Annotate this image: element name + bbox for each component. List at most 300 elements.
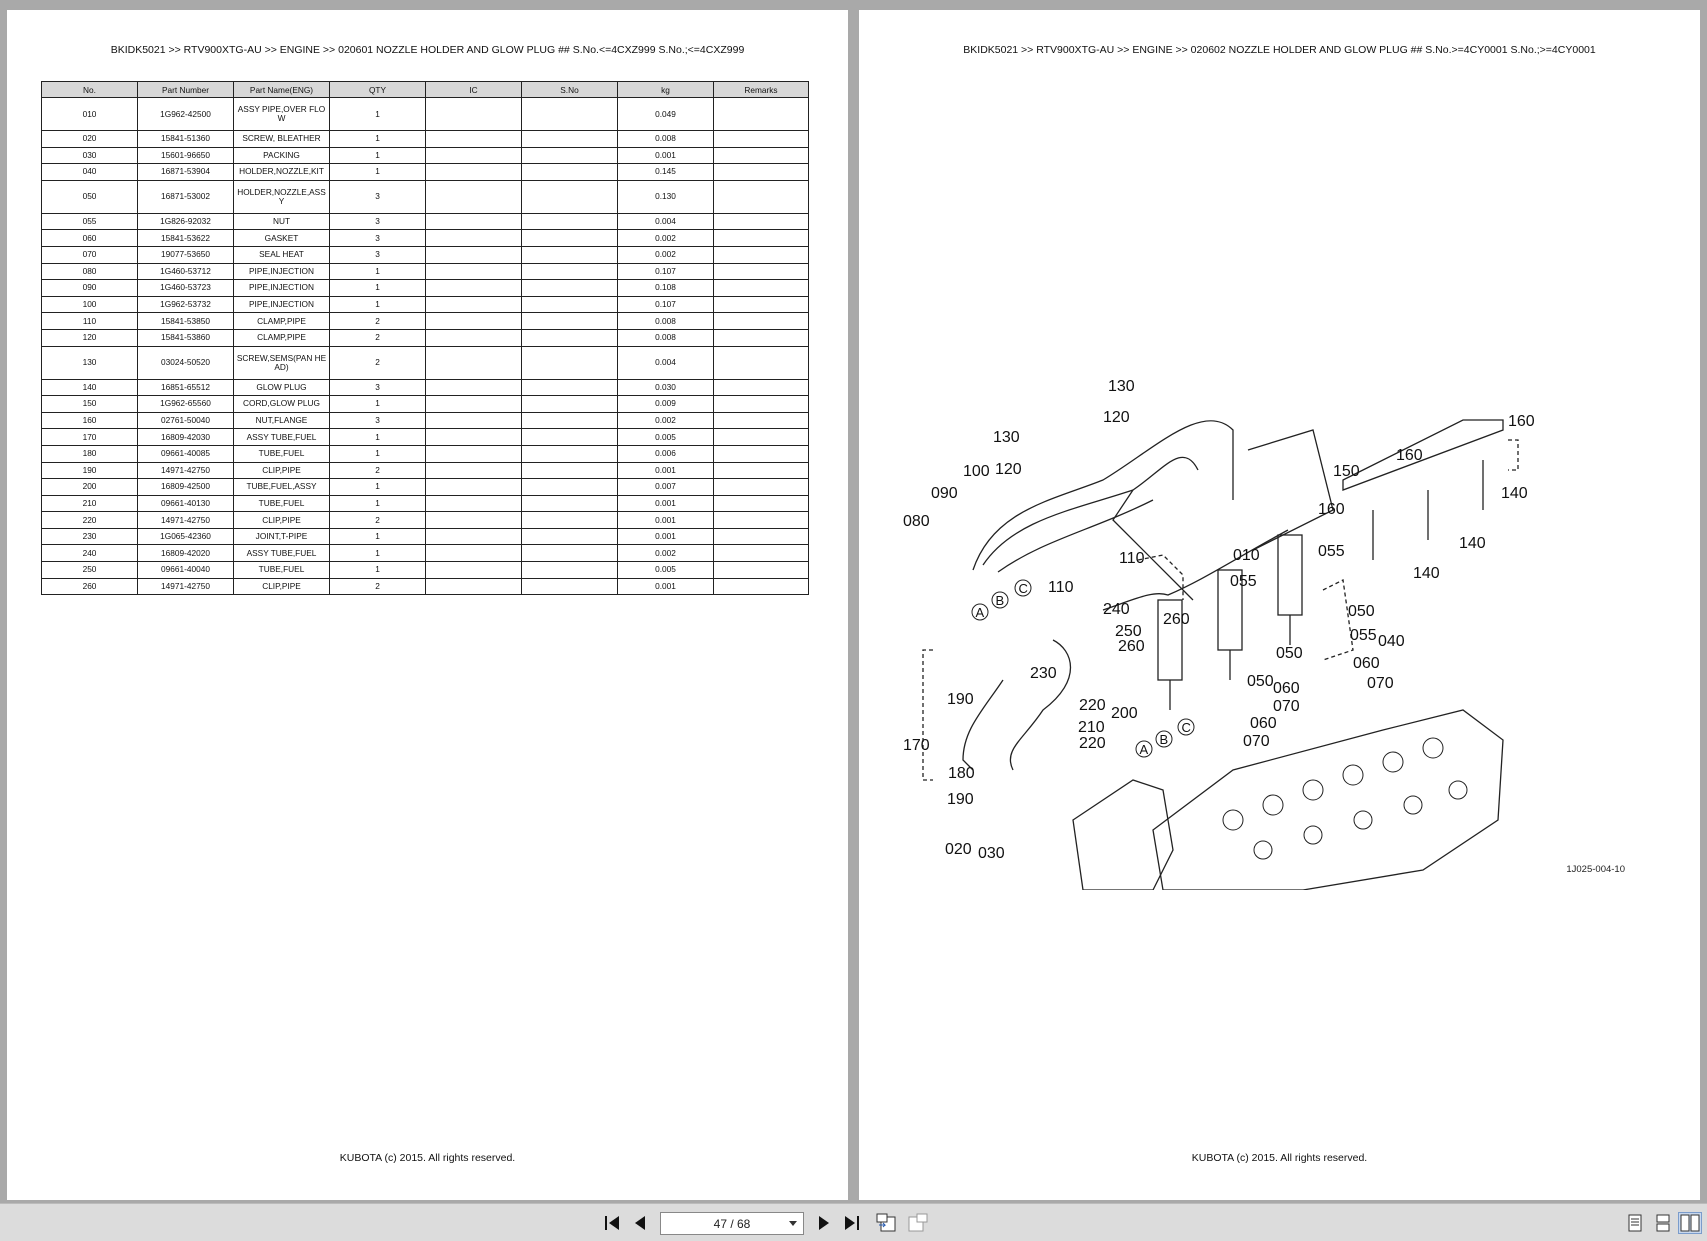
cell-ic [426, 479, 522, 496]
callout-text: 160 [1396, 447, 1423, 464]
cell-kg: 0.004 [618, 346, 714, 379]
cell-no: 090 [42, 280, 138, 297]
cell-ic [426, 147, 522, 164]
cell-sno [522, 462, 618, 479]
callout-label [1118, 638, 1145, 655]
cell-part: 09661-40130 [138, 495, 234, 512]
continuous-page-icon [1655, 1214, 1671, 1232]
callout-text: 260 [1163, 611, 1190, 628]
callout-label [947, 691, 974, 708]
cell-remarks [714, 412, 809, 429]
forward-view-button[interactable] [906, 1212, 930, 1234]
right-page [859, 10, 1700, 1200]
cell-qty: 3 [330, 213, 426, 230]
callout-text: 130 [993, 429, 1020, 446]
cell-ic [426, 528, 522, 545]
callout-label [903, 513, 930, 530]
cell-no: 150 [42, 396, 138, 413]
cell-sno [522, 313, 618, 330]
table-row [42, 346, 809, 379]
table-row [42, 528, 809, 545]
cell-remarks [714, 246, 809, 263]
callout-text: 150 [1333, 463, 1360, 480]
cell-remarks [714, 230, 809, 247]
cell-ic [426, 180, 522, 213]
cell-qty: 2 [330, 462, 426, 479]
cell-sno [522, 445, 618, 462]
callout-label [1243, 733, 1270, 750]
table-row [42, 379, 809, 396]
cell-ic [426, 230, 522, 247]
cell-remarks [714, 545, 809, 562]
callout-label [947, 791, 974, 808]
cell-no: 240 [42, 545, 138, 562]
callout-text: 055 [1318, 543, 1345, 560]
table-row [42, 213, 809, 230]
callout-label [1459, 535, 1486, 552]
callout-text: C [1018, 581, 1028, 596]
cell-no: 180 [42, 445, 138, 462]
callout-text: 120 [1103, 409, 1130, 426]
cell-kg: 0.001 [618, 462, 714, 479]
cell-part: 15841-53860 [138, 329, 234, 346]
cell-name: PIPE,INJECTION [234, 280, 330, 297]
cell-sno [522, 280, 618, 297]
cell-qty: 1 [330, 528, 426, 545]
callout-label [963, 463, 990, 480]
cell-qty: 1 [330, 445, 426, 462]
callout-label [1247, 673, 1274, 690]
cell-remarks [714, 495, 809, 512]
callout-label [978, 845, 1005, 862]
callout-text: 055 [1230, 573, 1257, 590]
cell-name: TUBE,FUEL [234, 495, 330, 512]
cell-no: 055 [42, 213, 138, 230]
forward-view-icon [907, 1213, 929, 1233]
cell-name: CLIP,PIPE [234, 462, 330, 479]
cell-kg: 0.009 [618, 396, 714, 413]
cell-kg: 0.007 [618, 479, 714, 496]
cell-kg: 0.008 [618, 329, 714, 346]
callout-text: 070 [1273, 698, 1300, 715]
callout-text: B [1159, 732, 1169, 747]
cell-no: 030 [42, 147, 138, 164]
cell-name: NUT [234, 213, 330, 230]
cell-qty: 1 [330, 396, 426, 413]
cell-remarks [714, 445, 809, 462]
callout-label [1119, 550, 1145, 567]
cell-remarks [714, 578, 809, 595]
cell-kg: 0.049 [618, 98, 714, 131]
cell-name: PIPE,INJECTION [234, 296, 330, 313]
cell-kg: 0.004 [618, 213, 714, 230]
cell-part: 16809-42500 [138, 479, 234, 496]
cell-qty: 1 [330, 164, 426, 181]
next-page-button[interactable] [812, 1212, 836, 1234]
cell-sno [522, 164, 618, 181]
cell-kg: 0.030 [618, 379, 714, 396]
previous-page-button[interactable] [628, 1212, 652, 1234]
back-view-button[interactable] [874, 1212, 898, 1234]
cell-sno [522, 396, 618, 413]
table-row [42, 412, 809, 429]
callout-text: C [1181, 720, 1191, 735]
cell-name: PACKING [234, 147, 330, 164]
cell-remarks [714, 562, 809, 579]
cell-qty: 1 [330, 131, 426, 148]
cell-part: 03024-50520 [138, 346, 234, 379]
cell-remarks [714, 512, 809, 529]
cell-qty: 2 [330, 578, 426, 595]
cell-qty: 3 [330, 230, 426, 247]
parts-table [41, 81, 809, 595]
cell-name: PIPE,INJECTION [234, 263, 330, 280]
exploded-parts-diagram [903, 350, 1623, 890]
cell-name: GLOW PLUG [234, 379, 330, 396]
cell-qty: 1 [330, 545, 426, 562]
single-page-view-button[interactable] [1623, 1212, 1647, 1234]
cell-part: 15601-96650 [138, 147, 234, 164]
col-header-no: No. [42, 82, 138, 98]
callout-label [1413, 565, 1440, 582]
callout-text: 050 [1348, 603, 1375, 620]
diagram-code: 1J025-004-10 [1566, 864, 1625, 875]
callout-text: 110 [1119, 550, 1145, 567]
callout-text: 250 [1115, 623, 1142, 640]
cell-no: 220 [42, 512, 138, 529]
cell-kg: 0.002 [618, 545, 714, 562]
callout-text: 050 [1247, 673, 1274, 690]
cell-name: CLIP,PIPE [234, 512, 330, 529]
cell-name: SCREW, BLEATHER [234, 131, 330, 148]
cell-kg: 0.001 [618, 512, 714, 529]
cell-part: 16851-65512 [138, 379, 234, 396]
cell-ic [426, 296, 522, 313]
cell-no: 100 [42, 296, 138, 313]
table-row [42, 445, 809, 462]
callout-label [1103, 601, 1130, 618]
cell-kg: 0.001 [618, 495, 714, 512]
cell-ic [426, 313, 522, 330]
callout-text: 040 [1378, 633, 1405, 650]
chevron-down-icon [789, 1221, 797, 1226]
col-header-part-name: Part Name(ENG) [234, 82, 330, 98]
last-page-button[interactable] [840, 1212, 864, 1234]
cell-no: 080 [42, 263, 138, 280]
table-row [42, 578, 809, 595]
callout-text: 055 [1350, 627, 1377, 644]
cell-ic [426, 512, 522, 529]
cell-kg: 0.006 [618, 445, 714, 462]
cell-no: 130 [42, 346, 138, 379]
cell-sno [522, 263, 618, 280]
callout-label [1318, 543, 1345, 560]
callout-label [1276, 645, 1303, 662]
callout-letter [1015, 580, 1031, 596]
callout-text: 130 [1108, 378, 1135, 395]
two-page-view-button[interactable] [1678, 1212, 1702, 1234]
cell-sno [522, 346, 618, 379]
cell-qty: 2 [330, 346, 426, 379]
first-page-button[interactable] [600, 1212, 624, 1234]
callout-label [1115, 623, 1142, 640]
cell-remarks [714, 131, 809, 148]
cell-remarks [714, 462, 809, 479]
cell-qty: 3 [330, 379, 426, 396]
cell-kg: 0.002 [618, 246, 714, 263]
cell-part: 09661-40085 [138, 445, 234, 462]
cell-part: 14971-42750 [138, 512, 234, 529]
callout-label [1367, 675, 1394, 692]
callout-label [1378, 633, 1405, 650]
cell-part: 1G460-53723 [138, 280, 234, 297]
cell-qty: 1 [330, 98, 426, 131]
cell-no: 040 [42, 164, 138, 181]
page-footer-right: KUBOTA (c) 2015. All rights reserved. [1191, 1152, 1368, 1164]
callout-text: 010 [1233, 547, 1260, 564]
cell-no: 060 [42, 230, 138, 247]
cell-qty: 1 [330, 147, 426, 164]
callout-label [1079, 697, 1106, 714]
viewer-toolbar [0, 1203, 1707, 1241]
cell-ic [426, 329, 522, 346]
cell-sno [522, 412, 618, 429]
table-row [42, 329, 809, 346]
cell-sno [522, 180, 618, 213]
cell-sno [522, 296, 618, 313]
parts-table-body [42, 98, 809, 595]
cell-kg: 0.145 [618, 164, 714, 181]
cell-remarks [714, 313, 809, 330]
cell-sno [522, 479, 618, 496]
cell-kg: 0.008 [618, 131, 714, 148]
cell-kg: 0.107 [618, 263, 714, 280]
cell-remarks [714, 479, 809, 496]
cell-sno [522, 147, 618, 164]
cell-part: 09661-40040 [138, 562, 234, 579]
cell-remarks [714, 263, 809, 280]
cell-no: 010 [42, 98, 138, 131]
cell-name: TUBE,FUEL [234, 562, 330, 579]
col-header-kg: kg [618, 82, 714, 98]
callout-label [1501, 485, 1528, 502]
cell-name: CLAMP,PIPE [234, 313, 330, 330]
cell-qty: 1 [330, 562, 426, 579]
callout-label [1048, 579, 1074, 596]
page-header-right: BKIDK5021 >> RTV900XTG-AU >> ENGINE >> 020602 NOZZLE HOLDER AND GLOW PLUG ## S.No.>=4CY0001 S.No.;>=4CY0001 [963, 44, 1596, 56]
cell-qty: 1 [330, 479, 426, 496]
callout-text: 180 [948, 765, 975, 782]
next-page-icon [817, 1215, 831, 1231]
callout-text: 160 [1318, 501, 1345, 518]
cell-ic [426, 429, 522, 446]
table-row [42, 246, 809, 263]
cell-name: SCREW,SEMS(PAN HEAD) [234, 346, 330, 379]
cell-qty: 2 [330, 329, 426, 346]
col-header-part-number: Part Number [138, 82, 234, 98]
cell-kg: 0.005 [618, 429, 714, 446]
cell-name: ASSY TUBE,FUEL [234, 545, 330, 562]
callout-text: 030 [978, 845, 1005, 862]
callout-text: 170 [903, 737, 930, 754]
cell-name: SEAL HEAT [234, 246, 330, 263]
callout-text: 260 [1118, 638, 1145, 655]
diagram-callouts [903, 378, 1535, 862]
callout-label [1273, 680, 1300, 697]
cell-no: 070 [42, 246, 138, 263]
callout-text: 210 [1078, 719, 1105, 736]
page-header-left: BKIDK5021 >> RTV900XTG-AU >> ENGINE >> 020601 NOZZLE HOLDER AND GLOW PLUG ## S.No.<=4CXZ999 S.No.;<=4CXZ999 [110, 44, 745, 56]
cell-qty: 2 [330, 313, 426, 330]
cell-part: 1G065-42360 [138, 528, 234, 545]
cell-remarks [714, 296, 809, 313]
cell-kg: 0.001 [618, 528, 714, 545]
single-page-icon [1627, 1214, 1643, 1232]
table-row [42, 562, 809, 579]
cell-sno [522, 213, 618, 230]
cell-no: 190 [42, 462, 138, 479]
cell-remarks [714, 346, 809, 379]
cell-name: ASSY TUBE,FUEL [234, 429, 330, 446]
cell-ic [426, 545, 522, 562]
cell-name: GASKET [234, 230, 330, 247]
cell-ic [426, 213, 522, 230]
cell-remarks [714, 164, 809, 181]
cell-remarks [714, 98, 809, 131]
cell-ic [426, 412, 522, 429]
callout-letter [992, 592, 1008, 608]
cell-name: CLAMP,PIPE [234, 329, 330, 346]
cell-name: TUBE,FUEL [234, 445, 330, 462]
continuous-view-button[interactable] [1651, 1212, 1675, 1234]
cell-part: 1G962-42500 [138, 98, 234, 131]
callout-text: 060 [1353, 655, 1380, 672]
cell-ic [426, 263, 522, 280]
cell-remarks [714, 180, 809, 213]
cell-no: 210 [42, 495, 138, 512]
col-header-sno: S.No [522, 82, 618, 98]
cell-sno [522, 98, 618, 131]
cell-part: 15841-53850 [138, 313, 234, 330]
cell-part: 19077-53650 [138, 246, 234, 263]
cell-ic [426, 346, 522, 379]
callout-label [1508, 413, 1535, 430]
cell-no: 200 [42, 479, 138, 496]
col-header-ic: IC [426, 82, 522, 98]
table-row [42, 98, 809, 131]
cell-sno [522, 545, 618, 562]
callout-label [903, 737, 930, 754]
callout-letter [1156, 731, 1172, 747]
cell-kg: 0.001 [618, 578, 714, 595]
table-row [42, 512, 809, 529]
callout-label [1350, 627, 1377, 644]
cell-sno [522, 495, 618, 512]
cell-qty: 3 [330, 180, 426, 213]
cell-no: 120 [42, 329, 138, 346]
callout-label [1103, 409, 1130, 426]
callout-label [931, 485, 958, 502]
callout-text: 140 [1501, 485, 1528, 502]
cell-ic [426, 396, 522, 413]
callout-label [1396, 447, 1423, 464]
last-page-icon [843, 1215, 861, 1231]
page-footer-left: KUBOTA (c) 2015. All rights reserved. [339, 1152, 516, 1164]
cell-remarks [714, 147, 809, 164]
cell-name: ASSY PIPE,OVER FLOW [234, 98, 330, 131]
cell-sno [522, 329, 618, 346]
callout-label [1348, 603, 1375, 620]
left-page [7, 10, 848, 1200]
cell-kg: 0.002 [618, 412, 714, 429]
callout-label [1250, 715, 1277, 732]
callout-text: 240 [1103, 601, 1130, 618]
cell-qty: 1 [330, 296, 426, 313]
callout-text: 070 [1367, 675, 1394, 692]
callout-text: 220 [1079, 697, 1106, 714]
callout-letter [972, 604, 988, 620]
callout-label [1273, 698, 1300, 715]
cell-name: TUBE,FUEL,ASSY [234, 479, 330, 496]
callout-text: 160 [1508, 413, 1535, 430]
page-indicator: 47 / 68 [713, 1216, 751, 1231]
cell-no: 110 [42, 313, 138, 330]
cell-kg: 0.108 [618, 280, 714, 297]
callout-label [1079, 735, 1106, 752]
page-number-select[interactable] [660, 1212, 804, 1235]
cell-part: 02761-50040 [138, 412, 234, 429]
callout-label [1233, 547, 1260, 564]
callout-label [995, 461, 1022, 478]
callout-letter [1136, 741, 1152, 757]
cell-ic [426, 379, 522, 396]
table-row [42, 131, 809, 148]
cell-qty: 1 [330, 429, 426, 446]
cell-part: 15841-51360 [138, 131, 234, 148]
callout-label [1230, 573, 1257, 590]
callout-label [948, 765, 975, 782]
table-row [42, 545, 809, 562]
cell-part: 15841-53622 [138, 230, 234, 247]
cell-name: CORD,GLOW PLUG [234, 396, 330, 413]
cell-part: 14971-42750 [138, 462, 234, 479]
callout-text: 140 [1413, 565, 1440, 582]
cell-sno [522, 429, 618, 446]
cell-sno [522, 230, 618, 247]
table-row [42, 495, 809, 512]
cell-part: 1G826-92032 [138, 213, 234, 230]
callout-text: 080 [903, 513, 930, 530]
two-page-icon [1680, 1214, 1700, 1232]
table-row [42, 296, 809, 313]
cell-ic [426, 495, 522, 512]
table-row [42, 462, 809, 479]
cell-part: 1G460-53712 [138, 263, 234, 280]
cell-part: 1G962-53732 [138, 296, 234, 313]
callout-text: 220 [1079, 735, 1106, 752]
cell-name: CLIP,PIPE [234, 578, 330, 595]
cell-qty: 3 [330, 246, 426, 263]
col-header-qty: QTY [330, 82, 426, 98]
previous-page-icon [633, 1215, 647, 1231]
cell-remarks [714, 379, 809, 396]
cell-sno [522, 528, 618, 545]
callout-text: 060 [1273, 680, 1300, 697]
cell-name: HOLDER,NOZZLE,ASSY [234, 180, 330, 213]
callout-text: 120 [995, 461, 1022, 478]
callout-text: 230 [1030, 665, 1057, 682]
cell-name: HOLDER,NOZZLE,KIT [234, 164, 330, 181]
